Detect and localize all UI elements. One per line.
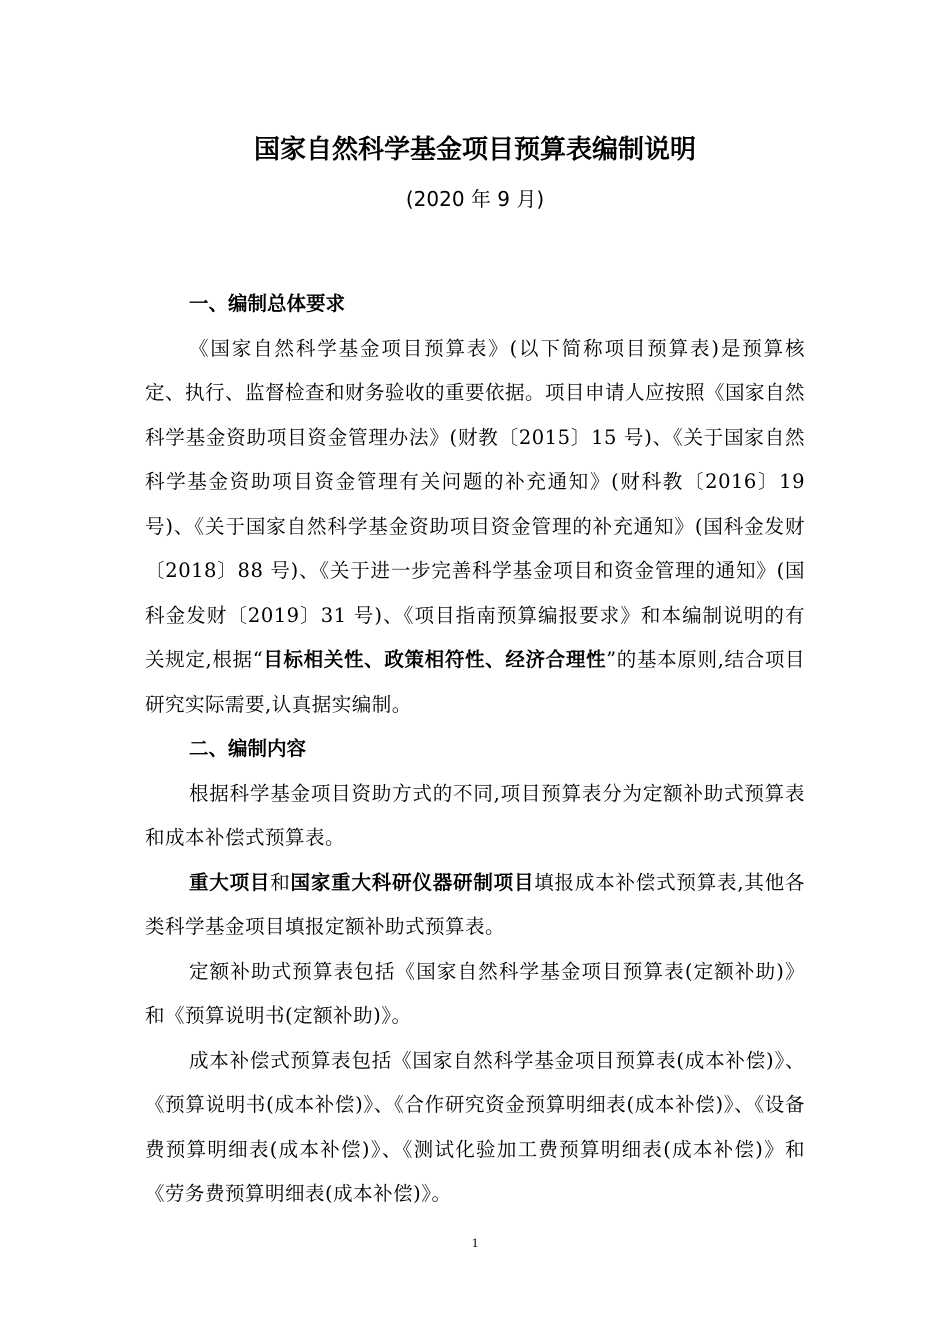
- paragraph-project-types: [145, 861, 805, 950]
- page-number: 1: [471, 1235, 479, 1250]
- document-date: (2020 年 9 月): [405, 187, 545, 211]
- document-title: 国家自然科学基金项目预算表编制说明: [253, 135, 696, 165]
- paragraph-cost-compensation: 成本补偿式预算表包括《国家自然科学基金项目预算表(成本补偿)》、《预算说明书(成本补偿)》、《合作研究资金预算明细表(成本补偿)》、《设备费预算明细表(成本补偿)》、《测试化验加工费预算明细表(成本补偿)》和《劳务费预算明细表(成本补偿)》。: [145, 1048, 805, 1205]
- section-heading-content: 二、编制内容: [189, 737, 307, 760]
- text-span: ”的基本原则,结合项目研究实际需要,认真据实编制。: [145, 648, 805, 716]
- text-span: 《国家自然科学基金项目预算表》(以下简称项目预算表)是预算核定、执行、监督检查和财务验收的重要依据。项目申请人应按照《国家自然科学基金资助项目资金管理办法》(财教〔2015〕15 号)、《关于国家自然科学基金资助项目资金管理有关问题的补充通知》(财科教〔2016〕19 号)、《关于国家自然科学基金资助项目资金管理的补充通知》(国科金发财〔2018〕88 号)、《关于进一步完善科学基金项目和资金管理的通知》(国科金发财〔2019〕31 号)、《项目指南预算编报要求》和本编制说明的有关规定,根据“: [145, 336, 806, 671]
- paragraph-fixed-subsidy: 定额补助式预算表包括《国家自然科学基金项目预算表(定额补助)》和《预算说明书(定额补助)》。: [145, 959, 805, 1027]
- text-span: 和: [270, 870, 291, 894]
- section-heading-general-requirements: 一、编制总体要求: [189, 292, 346, 315]
- text-span: 填报成本补偿式预算表,其他各类科学基金项目填报定额补助式预算表。: [145, 870, 805, 938]
- bold-instrument-projects: 国家重大科研仪器研制项目: [290, 870, 535, 894]
- bold-major-projects: 重大项目: [189, 870, 271, 894]
- bold-principles: 目标相关性、政策相符性、经济合理性: [263, 648, 607, 671]
- paragraph-budget-types: 根据科学基金项目资助方式的不同,项目预算表分为定额补助式预算表和成本补偿式预算表。: [145, 781, 805, 849]
- paragraph-general-requirements: [145, 327, 805, 728]
- document-body: [145, 282, 805, 1217]
